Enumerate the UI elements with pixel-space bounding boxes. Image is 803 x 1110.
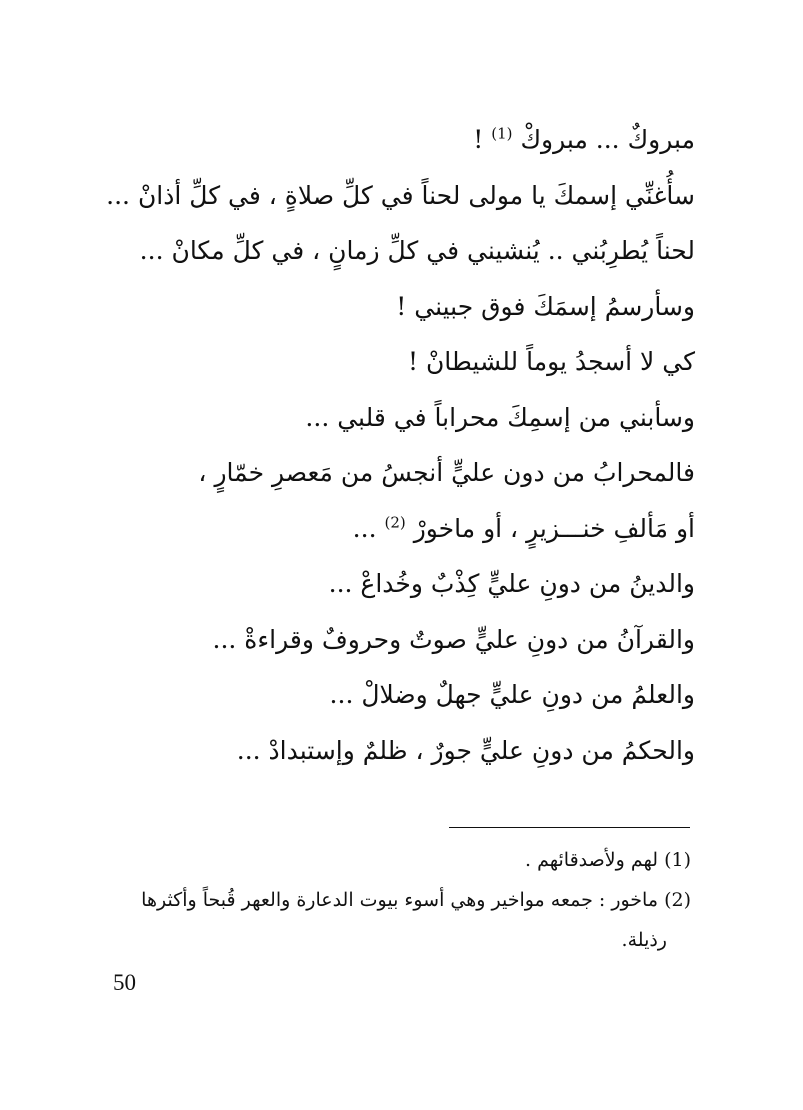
poem-line xyxy=(95,168,695,224)
footnote-marker: (2) xyxy=(664,889,691,911)
poem-line-text: أو مَألفِ خنـــزيرٍ ، أو ماخورْ xyxy=(413,513,695,543)
poem-line-text: والقرآنُ من دونِ عليٍّ صوتٌ وحروفٌ وقراءةْ ... xyxy=(212,624,695,654)
footnote-reference[interactable]: (2) xyxy=(384,513,406,532)
footnote-text: لهم ولأصدقائهم . xyxy=(525,849,659,871)
poem-line xyxy=(95,279,695,335)
poem-line-ending: ... xyxy=(352,513,377,543)
poem-line-text: كي لا أسجدُ يوماً للشيطانْ ! xyxy=(407,347,695,376)
poem-line xyxy=(95,612,695,668)
footnote-reference[interactable]: (1) xyxy=(491,124,513,143)
footnote-2-continuation xyxy=(101,920,691,960)
poem-line-text: لحناً يُطرِبُني .. يُنشيني في كلِّ زمانٍ ، في كلِّ مكانْ ... xyxy=(139,236,695,265)
poem-line-ending: ! xyxy=(473,125,484,154)
poem-line-text: وسأبني من إسمِكَ محراباً في قلبي ... xyxy=(305,402,695,432)
poem-line-text: سأُغنِّي إسمكَ يا مولى لحناً في كلِّ صلاةٍ ، في كلِّ أذانْ ... xyxy=(106,180,695,210)
poem-line-text: فالمحرابُ من دون عليٍّ أنجسُ من مَعصرِ خمّارٍ ، xyxy=(198,458,695,487)
poem-line-text: وسأرسمُ إسمَكَ فوق جبيني ! xyxy=(396,291,695,321)
poem-line xyxy=(95,667,695,723)
footnote-2 xyxy=(101,880,691,920)
footnotes-section xyxy=(101,840,691,960)
footnote-text: رذيلة. xyxy=(621,929,667,951)
poem-line-text: مبروكٌ ... مبروكْ xyxy=(520,125,695,154)
footnote-text: ماخور : جمعه مواخير وهي أسوء بيوت الدعارة والعهر قُبحاً وأكثرها xyxy=(141,889,659,911)
poem-line xyxy=(95,223,695,279)
poem-line xyxy=(95,445,695,501)
poem-line-text: والدينُ من دونِ عليٍّ كِذْبٌ وخُداعْ ... xyxy=(328,569,695,598)
footnote-1 xyxy=(101,840,691,880)
poem-line-text: والعلمُ من دونِ عليٍّ جهلٌ وضلالْ ... xyxy=(329,680,695,709)
poem-line-text: والحكمُ من دونِ عليٍّ جورٌ ، ظلمٌ وإستبدادْ ... xyxy=(236,735,695,765)
poem-line xyxy=(95,723,695,779)
poem-line xyxy=(95,112,695,168)
poem-line xyxy=(95,334,695,390)
page-number: 50 xyxy=(113,970,136,995)
poem-line xyxy=(95,390,695,446)
footnote-marker: (1) xyxy=(664,849,691,871)
footnote-separator xyxy=(449,827,690,828)
poem-line xyxy=(95,556,695,612)
poem-body xyxy=(95,112,695,778)
poem-line xyxy=(95,501,695,557)
